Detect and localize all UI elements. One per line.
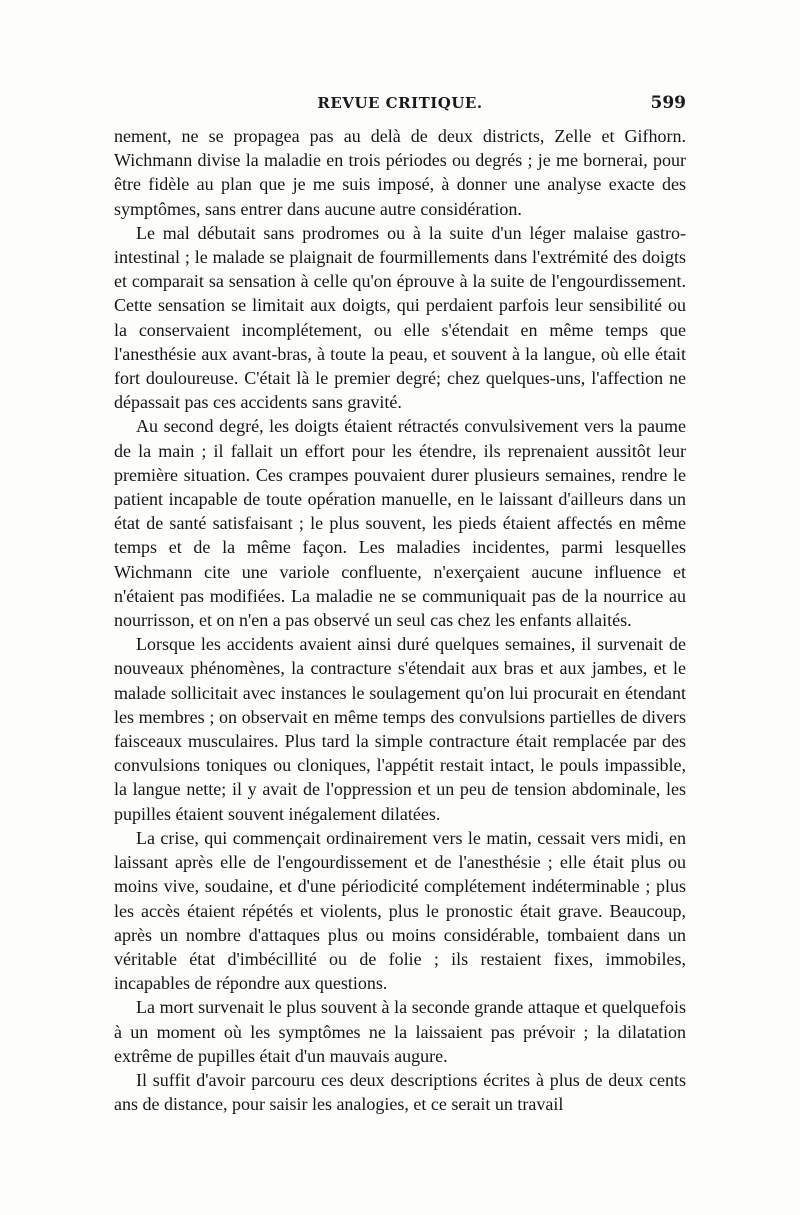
paragraph-first-degree: Le mal débutait sans prodromes ou à la suite d'un léger malaise gastro-intestinal ; le malade se plaignait de fourmillements dans l'extrémité des doigts et comparait sa sensation à celle qu'on éprouve à la suite de l'engourdissement. Cette sensation se limitait aux doigts, qui perdaient parfois leur sensibilité ou la conservaient incomplétement, ou elle s'étendait en même temps que l'anesthésie aux avant-bras, à toute la peau, et souvent à la langue, où elle était fort douloureuse. C'était là le premier degré; chez quelques-uns, l'affection ne dépassait pas ces accidents sans gravité. xyxy=(114,222,686,413)
paragraph-second-degree: Au second degré, les doigts étaient rétractés convulsivement vers la paume de la main ; il fallait un effort pour les étendre, ils reprenaient aussitôt leur première situation. Ces crampes pouvaient durer plusieurs semaines, rendre le patient incapable de toute opération manuelle, en le laissant d'ailleurs dans un état de santé satisfaisant ; le plus souvent, les pieds étaient affectés en même temps et de la même façon. Les maladies incidentes, parmi lesquelles Wichmann cite une variole confluente, n'exerçaient aucune influence et n'étaient pas modifiées. La maladie ne se communiquait pas de la nourrice au nourrisson, et on n'en a pas observé un seul cas chez les enfants allaités. xyxy=(114,416,686,631)
paragraph-crisis: La crise, qui commençait ordinairement vers le matin, cessait vers midi, en laissant après elle de l'engourdissement et de l'anesthésie ; elle était plus ou moins vive, soudaine, et d'une périodicité complétement indéterminable ; plus les accès étaient répétés et violents, plus le pronostic était grave. Beaucoup, après un nombre d'attaques plus ou moins considérable, tombaient dans un véritable état d'imbécillité ou de folie ; ils restaient fixes, immobiles, incapables de répondre aux questions. xyxy=(114,827,686,994)
paragraph-new-phenomena: Lorsque les accidents avaient ainsi duré quelques semaines, il survenait de nouveaux phénomènes, la contracture s'étendait aux bras et aux jambes, et le malade sollicitait avec instances le soulagement qu'on lui procurait en étendant les membres ; on observait en même temps des convulsions partielles de divers faisceaux musculaires. Plus tard la simple contracture était remplacée par des convulsions toniques ou cloniques, l'appétit restait intact, le pouls impassible, la langue nette; il y avait de l'oppression et un peu de tension abdominale, les pupilles étaient souvent inégalement dilatées. xyxy=(114,634,686,824)
page-header xyxy=(114,94,686,120)
paragraph-continuation: nement, ne se propagea pas au delà de deux districts, Zelle et Gifhorn. Wichmann divise la maladie en trois périodes ou degrés ; je me bornerai, pour être fidèle au plan que je me suis imposé, à donner une analyse exacte des symptômes, sans entrer dans aucune autre considération. xyxy=(114,126,686,219)
paragraph-death: La mort survenait le plus souvent à la seconde grande attaque et quelquefois à un moment où les symptômes ne la laissaient pas prévoir ; la dilatation extrême de pupilles était d'un mauvais augure. xyxy=(114,997,686,1066)
paragraph-comparison: Il suffit d'avoir parcouru ces deux descriptions écrites à plus de deux cents ans de distance, pour saisir les analogies, et ce serait un travail xyxy=(114,1069,686,1115)
body-text xyxy=(114,124,686,1116)
page-number: 599 xyxy=(650,93,686,113)
running-title: REVUE CRITIQUE. xyxy=(317,94,483,112)
